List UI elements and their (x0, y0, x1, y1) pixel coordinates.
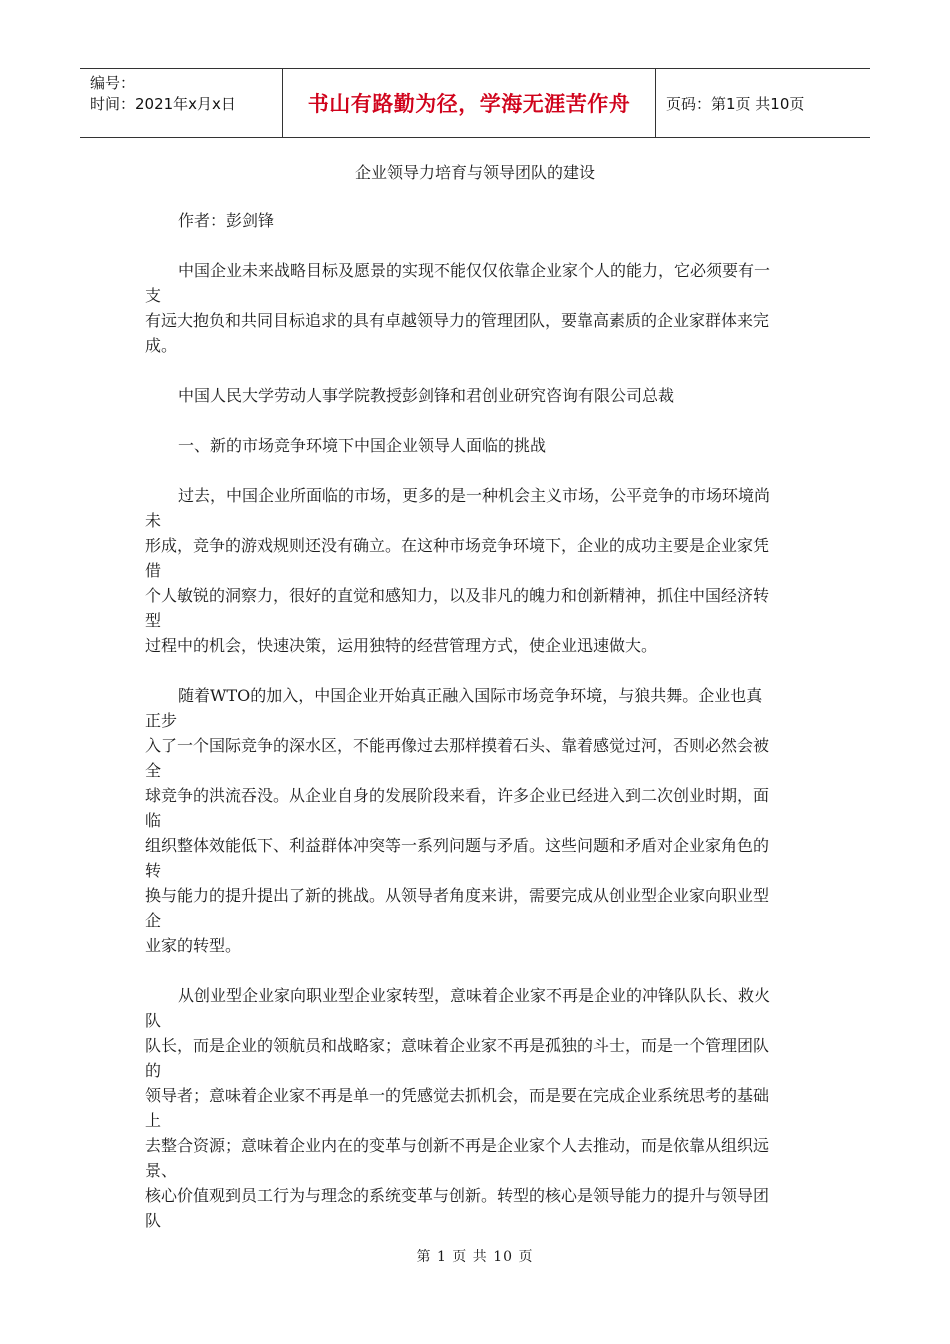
text-line: 中国人民大学劳动人事学院教授彭剑锋和君创业研究咨询有限公司总裁 (178, 386, 675, 405)
text-line: 球竞争的洪流吞没。从企业自身的发展阶段来看，许多企业已经进入到二次创业时期，面 (145, 786, 770, 805)
date-label: 时间：2021年x月x日 (90, 95, 236, 113)
text-line: 一、新的市场竞争环境下中国企业领导人面临的挑战 (178, 436, 547, 455)
author-line: 作者：彭剑锋 (178, 211, 275, 230)
header-page-info: 页码：第1页 共10页 (666, 94, 805, 113)
text-line: 业家的转型。 (145, 936, 242, 955)
text-line: 去整合资源；意味着企业内在的变革与创新不再是企业家个人去推动，而是依靠从组织远 (145, 1136, 770, 1155)
paragraph-wto (145, 683, 810, 958)
text-line: 组织整体效能低下、利益群体冲突等一系列问题与矛盾。这些问题和矛盾对企业家角色的 (145, 836, 770, 855)
text-line: 有远大抱负和共同目标追求的具有卓越领导力的管理团队，要靠高素质的企业家群体来完 (145, 311, 770, 330)
text-line: 过去，中国企业所面临的市场，更多的是一种机会主义市场，公平竞争的市场环境尚 (178, 486, 771, 505)
text-line: 临 (145, 811, 162, 830)
paragraph-past (145, 483, 810, 658)
text-line: 从创业型企业家向职业型企业家转型，意味着企业家不再是企业的冲锋队队长、救火 (178, 986, 771, 1005)
document-title: 企业领导力培育与领导团队的建设 (354, 163, 595, 182)
text-line: 景、 (145, 1161, 178, 1180)
text-line: 换与能力的提升提出了新的挑战。从领导者角度来讲，需要完成从创业型企业家向职业型 (145, 886, 770, 905)
text-line: 正步 (145, 711, 178, 730)
section-heading (145, 433, 810, 458)
text-line: 成。 (145, 336, 178, 355)
page-footer: 第 1 页 共 10 页 (416, 1249, 534, 1265)
text-line: 未 (145, 511, 162, 530)
text-line: 个人敏锐的洞察力，很好的直觉和感知力，以及非凡的魄力和创新精神，抓住中国经济转 (145, 586, 770, 605)
text-line: 领导者；意味着企业家不再是单一的凭感觉去抓机会，而是要在完成企业系统思考的基础 (145, 1086, 770, 1105)
text-line: 转 (145, 861, 162, 880)
text-line: 队长，而是企业的领航员和战略家；意味着企业家不再是孤独的斗士，而是一个管理团队 (145, 1036, 770, 1055)
header-motto: 书山有路勤为径，学海无涯苦作舟 (282, 69, 656, 137)
text-line: 入了一个国际竞争的深水区，不能再像过去那样摸着石头、靠着感觉过河，否则必然会被 (145, 736, 770, 755)
text-line: 的 (145, 1061, 162, 1080)
document-header (80, 68, 870, 138)
text-line: 支 (145, 286, 162, 305)
document-body (145, 208, 810, 1258)
text-line: 随着WTO的加入，中国企业开始真正融入国际市场竞争环境，与狼共舞。企业也真 (178, 686, 763, 705)
header-meta (80, 69, 282, 137)
text-line: 企 (145, 911, 162, 930)
text-line: 上 (145, 1111, 162, 1130)
text-line: 借 (145, 561, 162, 580)
paragraph-affiliation (145, 383, 810, 408)
number-label: 编号： (90, 74, 136, 92)
text-line: 全 (145, 761, 162, 780)
text-line: 型 (145, 611, 162, 630)
text-line: 中国企业未来战略目标及愿景的实现不能仅仅依靠企业家个人的能力，它必须要有一 (178, 261, 771, 280)
text-line: 形成，竞争的游戏规则还没有确立。在这种市场竞争环境下，企业的成功主要是企业家凭 (145, 536, 770, 555)
text-line: 过程中的机会，快速决策，运用独特的经营管理方式，使企业迅速做大。 (145, 636, 658, 655)
text-line: 核心价值观到员工行为与理念的系统变革与创新。转型的核心是领导能力的提升与领导团 (145, 1186, 770, 1205)
text-line: 队 (145, 1211, 162, 1230)
text-line: 队 (145, 1011, 162, 1030)
paragraph-transformation (145, 983, 810, 1233)
paragraph-intro (145, 258, 810, 358)
